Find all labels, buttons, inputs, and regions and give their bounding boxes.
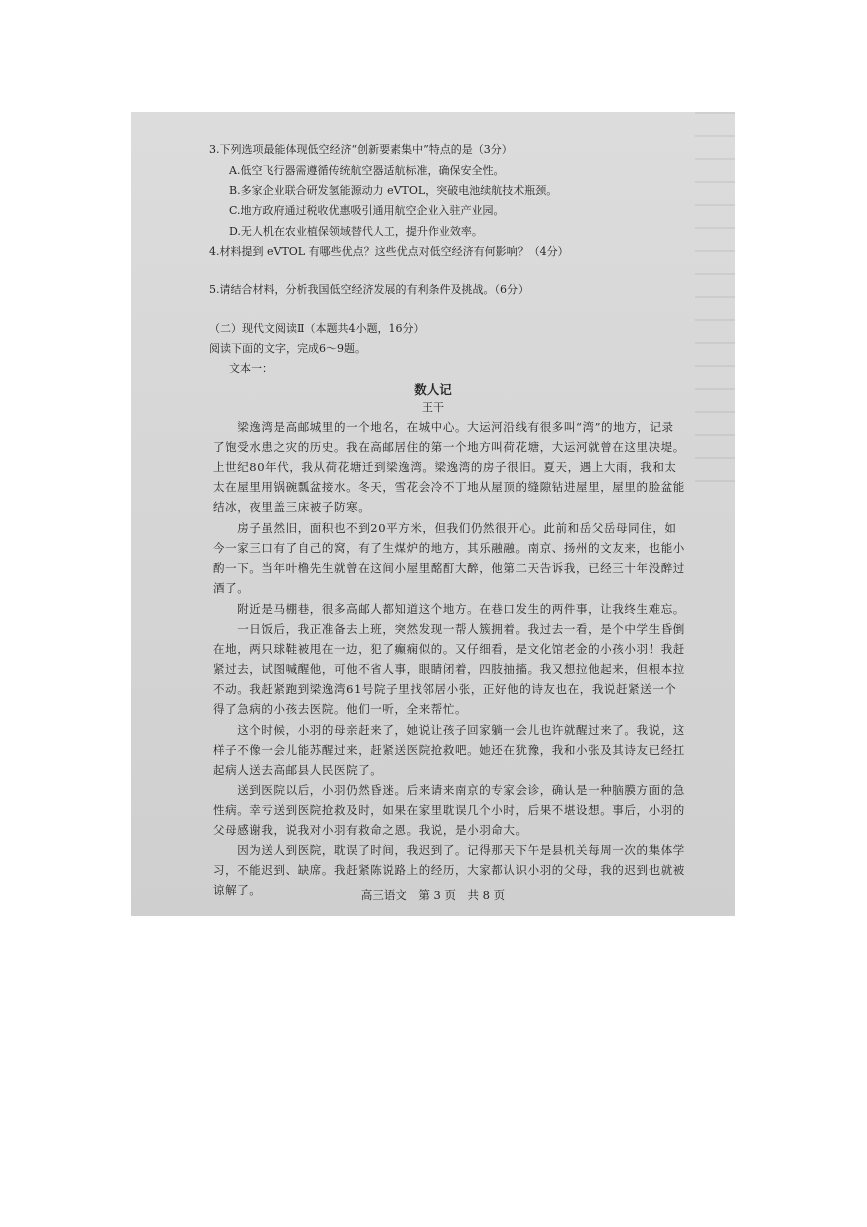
scanned-page-photo: [131, 112, 735, 916]
article-line: 样子不像一会儿能苏醒过来，赶紧送医院抢救吧。她还在犹豫，我和小张及其诗友已经扛: [213, 743, 685, 757]
question-5: 5.请结合材料，分析我国低空经济发展的有利条件及挑战。（6分）: [209, 283, 529, 296]
question-4: 4.材料提到 eVTOL 有哪些优点？这些优点对低空经济有何影响？（4分）: [209, 245, 569, 258]
article-line: 这个时候，小羽的母亲赶来了，她说让孩子回家躺一会儿也许就醒过来了。我说，这: [213, 723, 685, 737]
article-line: 送到医院以后，小羽仍然昏迷。后来请来南京的专家会诊，确认是一种脑膜方面的急: [213, 783, 685, 797]
page-footer: [131, 888, 735, 902]
article-line: 得了急病的小孩去医院。他们一听，全来帮忙。: [213, 702, 468, 716]
article-line: 今一家三口有了自己的窝，有了生煤炉的地方，其乐融融。南京、扬州的文友来，也能小: [213, 541, 685, 555]
article-line: 了饱受水患之灾的历史。我在高邮居住的第一个地方叫荷花塘，大运河就曾在这里决堤。: [213, 440, 685, 454]
footer-subject: 高三语文: [360, 888, 407, 902]
article-title: 数人记: [414, 382, 452, 397]
article-author: 王干: [422, 401, 444, 414]
question-3-option-a: A.低空飞行器需遵循传统航空器适航标准，确保安全性。: [229, 164, 505, 177]
section-heading: （二）现代文阅读Ⅱ（本题共4小题，16分）: [209, 322, 425, 335]
article-line: 父母感谢我，说我对小羽有救命之恩。我说，是小羽命大。: [213, 823, 528, 837]
article-line: 不动。我赶紧跑到梁逸湾61号院子里找邻居小张，正好他的诗友也在，我说赶紧送一个: [213, 682, 677, 696]
article-line: 习，不能迟到、缺席。我赶紧陈说路上的经历，大家都认识小羽的父母，我的迟到也就被: [213, 863, 685, 877]
article-line: 酌一下。当年叶橹先生就曾在这间小屋里酩酊大醉，他第二天告诉我，已经三十年没醉过: [213, 561, 685, 575]
article-line: 紧过去，试图喊醒他，可他不省人事，眼睛闭着，四肢抽搐。我又想拉他起来，但根本拉: [213, 662, 685, 676]
section-instruction: 阅读下面的文字，完成6～9题。: [209, 342, 366, 355]
question-3-stem: 3.下列选项最能体现低空经济“创新要素集中”特点的是（3分）: [209, 143, 513, 156]
question-3-option-b: B.多家企业联合研发氢能源动力 eVTOL，突破电池续航技术瓶颈。: [229, 184, 558, 197]
article-line: 谅解了。: [213, 883, 262, 897]
bleed-through-shadow: [695, 112, 735, 492]
article-line: 在地，两只球鞋被甩在一边，犯了癫痫似的。又仔细看，是文化馆老金的小孩小羽！我赶: [213, 642, 685, 656]
article-line: 结冰，夜里盖三床被子防寒。: [213, 500, 371, 514]
question-3-option-c: C.地方政府通过税收优惠吸引通用航空企业入驻产业园。: [229, 204, 505, 217]
article-line: 性病。幸亏送到医院抢救及时，如果在家里耽误几个小时，后果不堪设想。事后，小羽的: [213, 803, 685, 817]
article-line: 梁逸湾是高邮城里的一个地名，在城中心。大运河沿线有很多叫“湾”的地方，记录: [213, 420, 674, 434]
article-line: 一日饭后，我正准备去上班，突然发现一帮人簇拥着。我过去一看，是个中学生昏倒: [213, 622, 685, 636]
article-line: 太在屋里用锅碗瓢盆接水。冬天，雪花会冷不丁地从屋顶的缝隙钻进屋里，屋里的脸盆能: [213, 480, 685, 494]
article-line: 房子虽然旧，面积也不到20平方米，但我们仍然很开心。此前和岳父岳母同住，如: [213, 521, 677, 535]
article-line: 附近是马棚巷，很多高邮人都知道这个地方。在巷口发生的两件事，让我终生难忘。: [213, 602, 685, 616]
text-label: 文本一：: [229, 362, 273, 375]
footer-page-number: 第 3 页 共 8 页: [418, 888, 506, 902]
article-line: 上世纪80年代，我从荷花塘迁到梁逸湾。梁逸湾的房子很旧。夏天，遇上大雨，我和太: [213, 460, 677, 474]
article-line: 起病人送去高邮县人民医院了。: [213, 763, 383, 777]
article-line: 酒了。: [213, 581, 250, 595]
question-3-option-d: D.无人机在农业植保领域替代人工，提升作业效率。: [229, 225, 483, 238]
article-line: 因为送人到医院，耽误了时间，我迟到了。记得那天下午是县机关每周一次的集体学: [213, 843, 685, 857]
